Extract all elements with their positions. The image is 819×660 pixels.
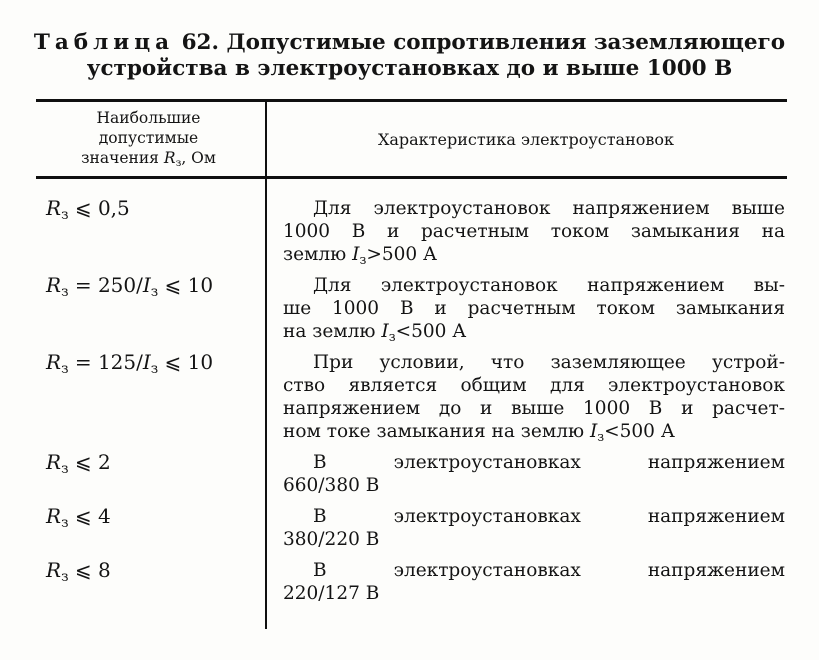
resistance-table xyxy=(36,99,787,629)
table-row xyxy=(36,274,787,343)
description-cell: Для электроустановок напряжением выше 1000 В и расчетным током замыкания на землю $I_з>500$ А xyxy=(283,198,785,267)
formula-cell: $R_з$ ⩽ 8 xyxy=(46,558,111,585)
table-caption xyxy=(0,30,819,82)
caption-text-1: Допустимые сопротивления заземляющего xyxy=(226,30,786,55)
table-row xyxy=(36,197,787,266)
table-row xyxy=(36,505,787,551)
table-row xyxy=(36,559,787,605)
table-header-row xyxy=(36,102,787,179)
header-col-max-resistance: Наибольшие допустимые значения $R_з$, Ом xyxy=(81,109,216,169)
description-cell: При условии, что заземляющее устрой- ство является общим для электроустановок напряжением до и выше 1000 В и расчет- ном токе замыкания на землю $I_з<500$ А xyxy=(283,352,785,444)
column-divider-rule xyxy=(265,102,267,629)
formula-cell: $R_з$ ⩽ 0,5 xyxy=(46,196,130,223)
formula-cell: $R_з$ ⩽ 4 xyxy=(46,504,111,531)
header-col-characteristic: Характеристика электроустановок xyxy=(377,129,675,149)
caption-line-1 xyxy=(0,30,819,56)
description-cell: Для электроустановок напряжением вы- ше 1000 В и расчетным током замыкания на землю $I_з<500$ А xyxy=(283,275,785,344)
formula-cell: $R_з$ ⩽ 2 xyxy=(46,450,111,477)
caption-number: 62. xyxy=(181,30,219,55)
formula-cell: $R_з = 250/I_з$ ⩽ 10 xyxy=(46,273,214,300)
caption-line-2: устройства в электроустановках до и выше 1000 В xyxy=(86,56,733,81)
description-cell: В электроустановках напряжением 220/127 В xyxy=(283,560,785,604)
caption-word-tablitsa: Таблица xyxy=(33,30,175,55)
description-cell: В электроустановках напряжением 660/380 В xyxy=(283,452,785,496)
table-row xyxy=(36,451,787,497)
table-row xyxy=(36,351,787,443)
formula-cell: $R_з = 125/I_з$ ⩽ 10 xyxy=(46,350,214,377)
description-cell: В электроустановках напряжением 380/220 В xyxy=(283,506,785,550)
table-body xyxy=(36,179,787,605)
